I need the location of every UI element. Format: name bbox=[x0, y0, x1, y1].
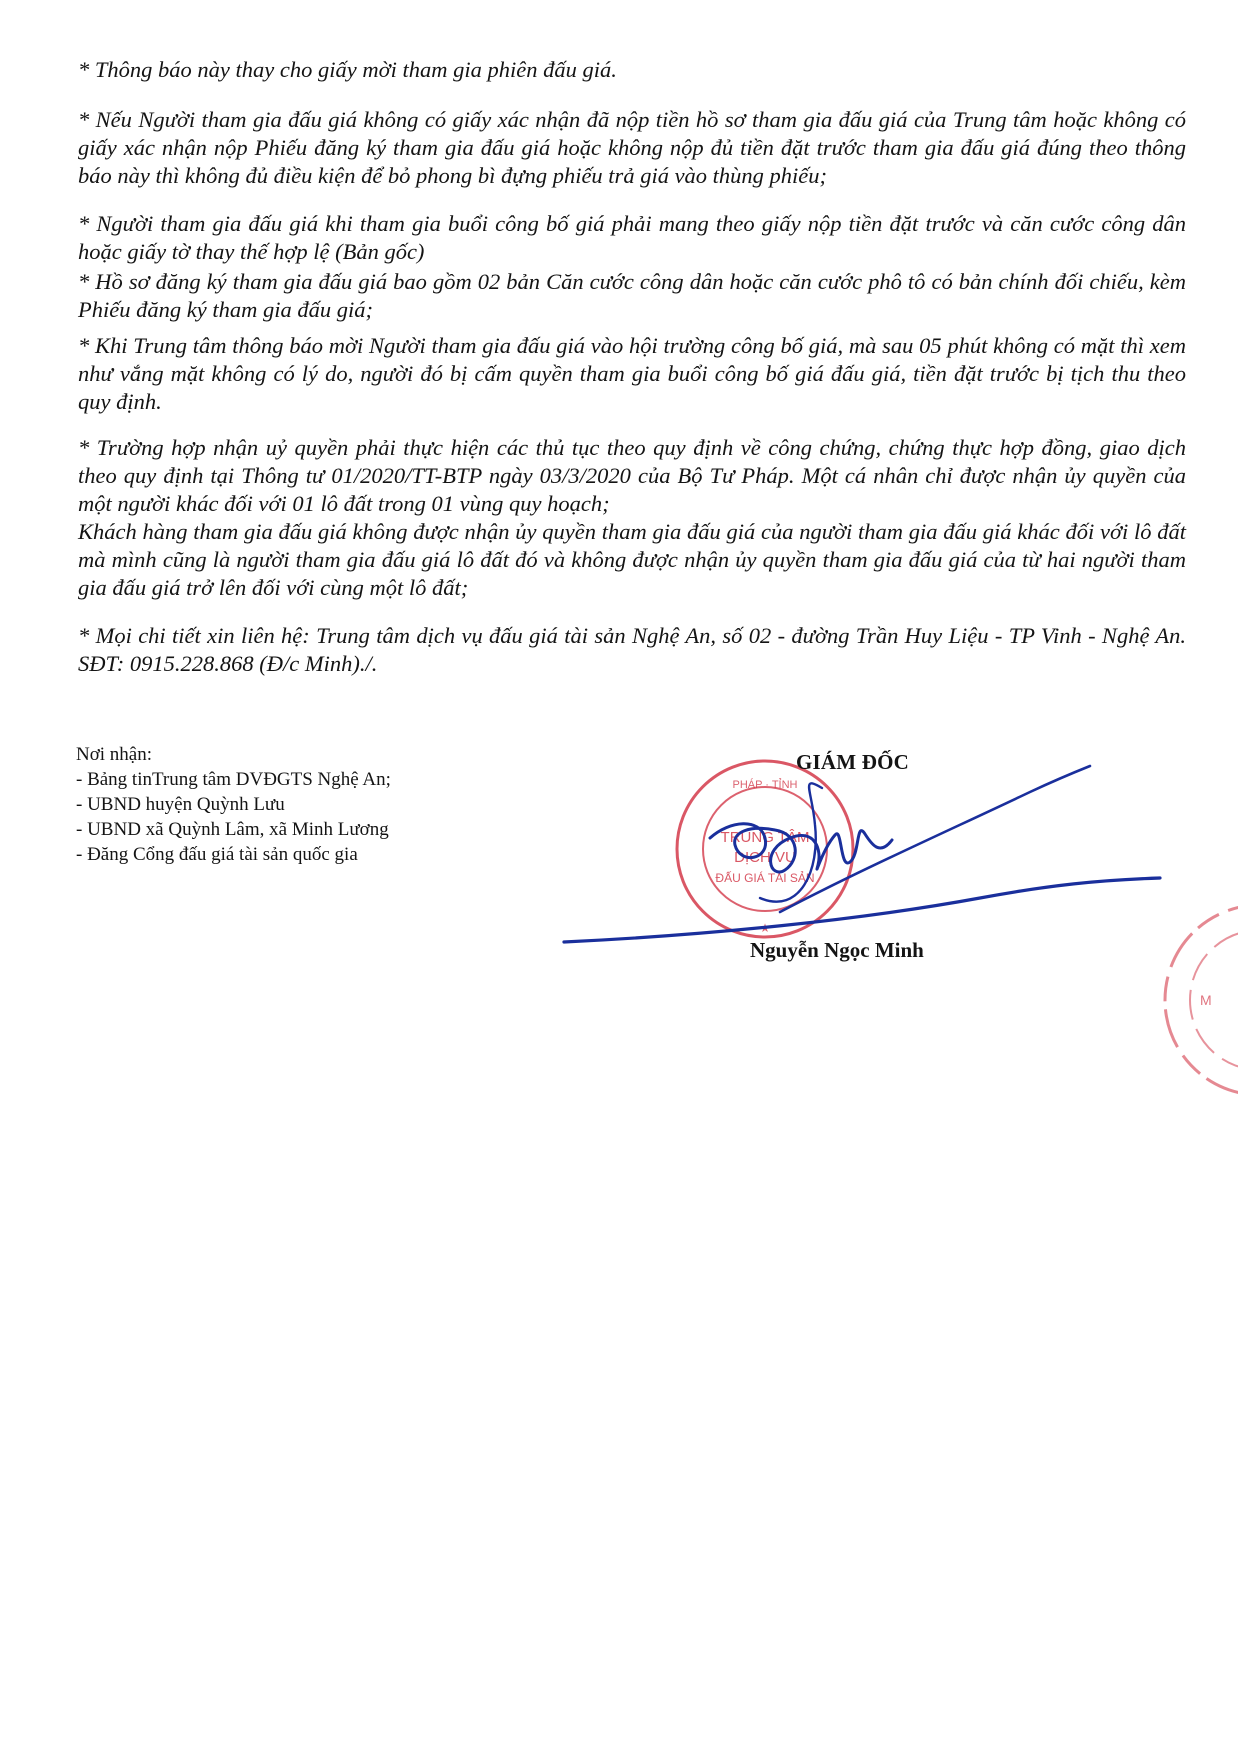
recipient-item: - UBND huyện Quỳnh Lưu bbox=[76, 794, 285, 815]
note-documents-required: * Người tham gia đấu giá khi tham gia buổi công bố giá phải mang theo giấy nộp tiền đặt trước và căn cước công dân hoặc giấy tờ thay thế hợp lệ (Bản gốc) bbox=[78, 211, 1186, 264]
notes-section bbox=[78, 56, 1186, 678]
note-absence: * Khi Trung tâm thông báo mời Người tham gia đấu giá vào hội trường công bố giá, mà sau 05 phút không có mặt thì xem như vắng mặt không có lý do, người đó bị cấm quyền tham gia buổi công bố giá đấu giá, tiền đặt trước bị tịch thu theo quy định. bbox=[78, 333, 1186, 414]
svg-text:★: ★ bbox=[759, 921, 771, 935]
note-contact: * Mọi chi tiết xin liên hệ: Trung tâm dịch vụ đấu giá tài sản Nghệ An, số 02 - đường Trần Huy Liệu - TP Vinh - Nghệ An. SĐT: 0915.228.868 (Đ/c Minh)./. bbox=[78, 623, 1186, 676]
recipient-item: - Đăng Cổng đấu giá tài sản quốc gia bbox=[76, 844, 358, 865]
stamp-line-1: TRUNG TÂM bbox=[720, 829, 810, 846]
stamp-line-3: ĐẤU GIÁ TÀI SẢN bbox=[715, 871, 815, 885]
signer-name: Nguyễn Ngọc Minh bbox=[750, 938, 924, 962]
note-authorization: * Trường hợp nhận uỷ quyền phải thực hiện các thủ tục theo quy định về công chứng, chứng thực hợp đồng, giao dịch theo quy định tại Thông tư 01/2020/TT-BTP ngày 03/3/2020 của Bộ Tư Pháp. Một cá nhân chỉ được nhận ủy quyền của một người khác đối với 01 lô đất trong 01 vùng quy hoạch; bbox=[78, 435, 1186, 516]
svg-text:PHÁP · TỈNH: PHÁP · TỈNH bbox=[732, 779, 798, 791]
partial-stamp bbox=[1140, 900, 1238, 1100]
note-invitation: * Thông báo này thay cho giấy mời tham gia phiên đấu giá. bbox=[78, 57, 617, 82]
recipients-title: Nơi nhận: bbox=[76, 744, 153, 765]
stamp-line-2: DỊCH VỤ bbox=[734, 849, 796, 866]
svg-text:M: M bbox=[1200, 992, 1212, 1008]
signature-block bbox=[560, 730, 1220, 1090]
recipient-item: - Bảng tinTrung tâm DVĐGTS Nghệ An; bbox=[76, 769, 391, 790]
recipient-item: - UBND xã Quỳnh Lâm, xã Minh Lương bbox=[76, 819, 389, 840]
signature-title: GIÁM ĐỐC bbox=[796, 750, 910, 774]
note-authorization-limit: Khách hàng tham gia đấu giá không được nhận ủy quyền tham gia đấu giá của người tham gia đấu giá khác đối với lô đất mà mình cũng là người tham gia đấu giá lô đất đó và không được nhận ủy quyền tham gia đấu giá của từ hai người tham gia đấu giá trở lên đối với cùng một lô đất; bbox=[78, 519, 1186, 600]
note-eligibility: * Nếu Người tham gia đấu giá không có giấy xác nhận đã nộp tiền hồ sơ tham gia đấu giá của Trung tâm hoặc không có giấy xác nhận nộp Phiếu đăng ký tham gia đấu giá hoặc không nộp đủ tiền đặt trước tham gia đấu giá đúng theo thông báo này thì không đủ điều kiện để bỏ phong bì đựng phiếu trả giá vào thùng phiếu; bbox=[78, 107, 1186, 188]
recipients-section bbox=[76, 742, 596, 867]
note-application-file: * Hồ sơ đăng ký tham gia đấu giá bao gồm 02 bản Căn cước công dân hoặc căn cước phô tô có bản chính đối chiếu, kèm Phiếu đăng ký tham gia đấu giá; bbox=[78, 269, 1186, 322]
recipients-list bbox=[76, 767, 596, 867]
